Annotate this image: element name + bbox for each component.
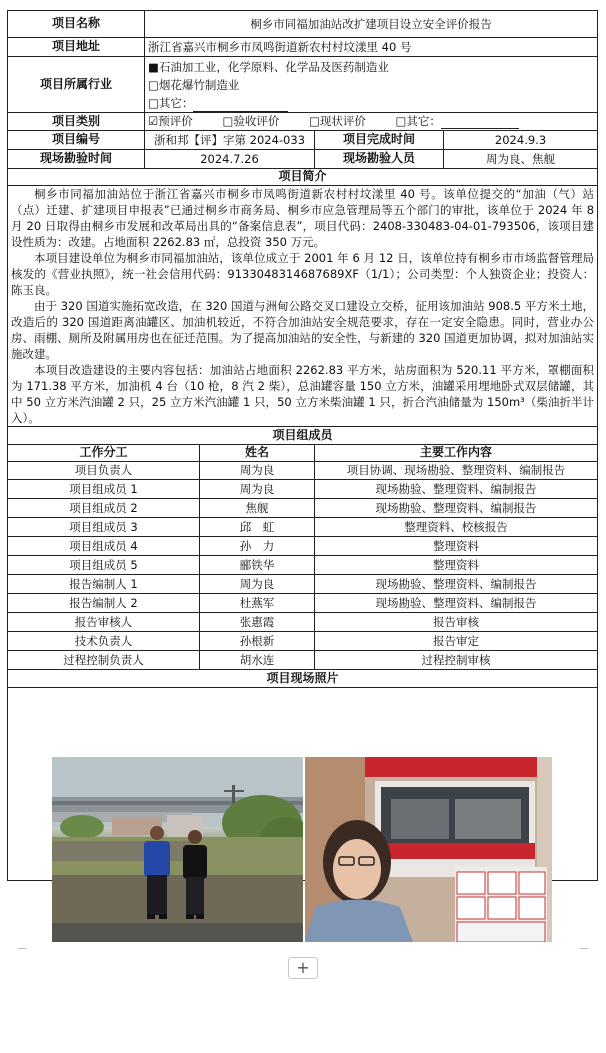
category-label: 项目类别 (8, 113, 145, 131)
team-work: 过程控制审核 (315, 651, 598, 670)
survey-time-value: 2024.7.26 (145, 150, 315, 169)
other-category-blank[interactable] (441, 117, 519, 129)
team-member-name: 张惠霞 (200, 613, 315, 632)
team-member-name: 孙 力 (200, 537, 315, 556)
intro-paragraph: 本项目改造建设的主要内容包括：加油站占地面积 2262.83 平方米，站房面积为 520.11 平方米，罩棚面积为 171.38 平方米，加油机 4 台（10 枪，8 汽 2 柴），总油罐容量 150 立方米，油罐采用埋地卧式双层储罐，其中 50 立方米汽油罐 2 只，25 立方米汽油罐 1 只，50 立方米柴油罐 1 只，折合汽油储量为 150m³（柴油折半计入）。 (11, 363, 595, 425)
team-role: 项目组成员 4 (8, 537, 200, 556)
team-member-name: 周为良 (200, 575, 315, 594)
team-work: 项目协调、现场勘验、整理资料、编制报告 (315, 462, 598, 480)
team-role: 过程控制负责人 (8, 651, 200, 670)
team-work: 整理资料、校核报告 (315, 518, 598, 537)
intro-paragraph: 由于 320 国道实施拓宽改造，在 320 国道与洲甸公路交叉口建设立交桥，征用该加油站 908.5 平方米土地，改造后的 320 国道距离油罐区、加油机较近，不符合加油站安全规范要求，存在一定安全隐患。同时，营业办公房、雨棚、厕所及附属用房也在征迁范围。为了提高加油站的安全性，与新建的 320 国道更加协调，拟对加油站实施改建。 (11, 299, 595, 361)
project-code-value: 浙和邦【评】字第 2024-033 (145, 131, 315, 150)
team-row (8, 480, 598, 499)
project-address-label: 项目地址 (8, 38, 145, 57)
other-industry-blank[interactable] (193, 100, 288, 112)
project-code-label: 项目编号 (8, 131, 145, 150)
industry-label: 项目所属行业 (8, 57, 145, 113)
site-photo-store (305, 757, 552, 942)
add-page-button[interactable]: + (288, 957, 318, 979)
team-role: 项目组成员 5 (8, 556, 200, 575)
info-table (7, 10, 598, 881)
team-role: 报告审核人 (8, 613, 200, 632)
category-other[interactable]: □其它： (396, 114, 519, 128)
survey-time-label: 现场勘验时间 (8, 150, 145, 169)
team-member-name: 杜燕军 (200, 594, 315, 613)
team-heading: 项目组成员 (8, 427, 598, 445)
team-member-name: 邱 虹 (200, 518, 315, 537)
intro-heading: 项目简介 (8, 169, 598, 186)
page-corner-mark (580, 948, 588, 957)
project-name-value: 桐乡市同福加油站改扩建项目设立安全评价报告 (145, 11, 598, 38)
industry-option-other[interactable]: □其它： (148, 94, 594, 112)
surveyors-value: 周为良、焦舰 (444, 150, 598, 169)
team-role: 报告编制人 1 (8, 575, 200, 594)
team-row (8, 556, 598, 575)
team-work: 报告审核 (315, 613, 598, 632)
industry-option-petro[interactable]: ■石油加工业，化学原料、化学品及医药制造业 (148, 59, 389, 74)
industry-option-fireworks[interactable]: □烟花爆竹制造业 (148, 77, 240, 92)
team-header-role: 工作分工 (8, 445, 200, 462)
project-name-label: 项目名称 (8, 11, 145, 38)
team-work: 整理资料 (315, 556, 598, 575)
team-work: 现场勘验、整理资料、编制报告 (315, 594, 598, 613)
team-work: 报告审定 (315, 632, 598, 651)
team-header-name: 姓名 (200, 445, 315, 462)
team-row (8, 594, 598, 613)
team-work: 整理资料 (315, 537, 598, 556)
team-role: 项目组成员 3 (8, 518, 200, 537)
team-member-name: 郦铁华 (200, 556, 315, 575)
team-role: 技术负责人 (8, 632, 200, 651)
category-options (145, 113, 598, 131)
intro-paragraph: 桐乡市同福加油站位于浙江省嘉兴市桐乡市凤鸣街道新农村村坟漾里 40 号。该单位提交的“加油（气）站（点）迁建、扩建项目申报表”已通过桐乡市商务局、桐乡市应急管理局等五个部门的审批，该单位于 2024 年 8 月 20 日取得由桐乡市发展和改革局出具的“备案信息表”，项目代码：2408-330483-04-01-793506，该项目建设性质为：改建。占地面积 2262.83 ㎡，总投资 350 万元。 (11, 187, 595, 249)
team-member-name: 周为良 (200, 480, 315, 499)
team-header-work: 主要工作内容 (315, 445, 598, 462)
team-member-name: 胡水连 (200, 651, 315, 670)
category-status[interactable]: □现状评价 (309, 114, 366, 129)
category-acceptance[interactable]: □验收评价 (222, 114, 280, 129)
team-row (8, 537, 598, 556)
team-row (8, 499, 598, 518)
project-address-value: 浙江省嘉兴市桐乡市凤鸣街道新农村村坟漾里 40 号 (145, 38, 598, 57)
site-photo-outdoor (52, 757, 303, 942)
team-role: 报告编制人 2 (8, 594, 200, 613)
team-role: 项目组成员 2 (8, 499, 200, 518)
team-member-name: 焦舰 (200, 499, 315, 518)
team-row (8, 632, 598, 651)
team-row (8, 651, 598, 670)
team-row (8, 518, 598, 537)
team-work: 现场勘验、整理资料、编制报告 (315, 480, 598, 499)
industry-options (145, 57, 598, 113)
team-row (8, 613, 598, 632)
finish-time-value: 2024.9.3 (444, 131, 598, 150)
team-row (8, 575, 598, 594)
team-role: 项目负责人 (8, 462, 200, 480)
intro-body (8, 186, 598, 427)
finish-time-label: 项目完成时间 (315, 131, 444, 150)
intro-paragraph: 本项目建设单位为桐乡市同福加油站，该单位成立于 2001 年 6 月 12 日，该单位持有桐乡市市场监督管理局核发的《营业执照》，统一社会信用代码：91330483146876​89XF（1/1）；公司类型：个人独资企业；投资人：陈玉良。 (11, 251, 595, 297)
team-row (8, 462, 598, 480)
surveyors-label: 现场勘验人员 (315, 150, 444, 169)
team-member-name: 孙根新 (200, 632, 315, 651)
page-corner-mark (18, 948, 26, 957)
team-work: 现场勘验、整理资料、编制报告 (315, 575, 598, 594)
team-work: 现场勘验、整理资料、编制报告 (315, 499, 598, 518)
photos-heading: 项目现场照片 (8, 670, 598, 688)
category-pre-eval[interactable]: ☑预评价 (148, 114, 193, 129)
team-member-name: 周为良 (200, 462, 315, 480)
team-role: 项目组成员 1 (8, 480, 200, 499)
